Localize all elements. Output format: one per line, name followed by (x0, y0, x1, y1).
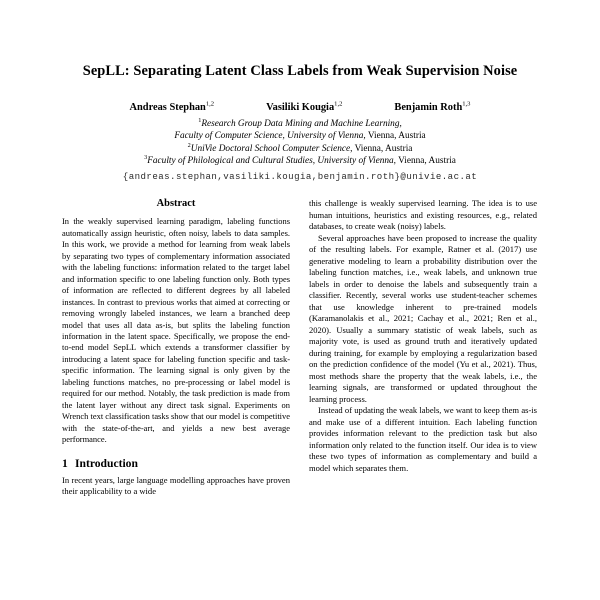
affiliation-line (62, 155, 538, 167)
section-number: 1 (62, 456, 68, 470)
affiliation-institute: UniVie Doctoral School Computer Science (190, 143, 351, 154)
author-affiliation-marks: 1,2 (205, 100, 215, 108)
left-column (62, 198, 290, 584)
author-emails: {andreas.stephan,vasiliki.kougia,benjamin.roth}@univie.ac.at (122, 171, 478, 183)
affiliation-mark: 3 (144, 153, 148, 161)
affiliation-mark: 1 (198, 116, 202, 124)
introduction-paragraph-1: In recent years, large language modelling approaches have proven their applicability to a wide (62, 474, 290, 496)
author-name: Benjamin Roth (394, 102, 463, 113)
author-entry (266, 102, 342, 113)
right-column (309, 198, 537, 584)
right-column-continuation: this challenge is weakly supervised learning. The idea is to use human intuitions, heuristics and existing resources, e.g., related databases, to create weak (noisy) labels. (309, 198, 537, 232)
abstract-section (62, 198, 290, 445)
author-affiliation-marks: 1,3 (462, 100, 471, 108)
affiliation-location: , Vienna, Austria (350, 143, 413, 154)
introduction-section (62, 457, 290, 498)
page-title: SepLL: Separating Latent Class Labels from Weak Supervision Noise (82, 63, 518, 79)
abstract-paragraph: In the weakly supervised learning paradigm, labeling functions automatically assign heuristic, often noisy, labels to data samples. In this work, we provide a method for learning from weak labels by separating two types of complementary information associated with the labeling functions: information related to the target label and information specific to one labeling function only. Both types of information are reflected to different degrees by all labeled instances. In contrast to previous works that aimed at correcting or removing wrongly labeled instances, we learn a branched deep model that uses all data as-is, but splits the labeling function information in the latent space. Specifically, we propose the end-to-end model SepLL which extends a transformer classifier by introducing a latent space for labeling function specific and task-specific information. The learning signal is only given by the labeling functions matches, no pre-processing or label model is required for our method. Notably, the task prediction is made from the latent layer without any direct task signal. Experiments on Wrench text classification tasks show that our model is competitive with the state-of-the-art, and yields a new best average performance. (62, 216, 290, 445)
author-name: Andreas Stephan (129, 102, 206, 113)
affiliation-location: Vienna, Austria (365, 131, 426, 142)
affiliation-list (62, 118, 538, 167)
affiliation-institute: Faculty of Computer Science, University of Vienna, (174, 131, 366, 142)
author-entry (130, 102, 215, 113)
section-title: Introduction (75, 456, 138, 470)
right-column-paragraph-3: Instead of updating the weak labels, we want to keep them as-is and make use of a different intuition. Each labeling function provides information relevant to the prediction task but also information only related to the function itself. Our idea is to view these two types of information as complementary and build a model which separates them. (309, 405, 537, 473)
affiliation-mark: 2 (187, 141, 191, 149)
affiliation-institute: Faculty of Philological and Cultural Studies, University of Vienna, (147, 156, 396, 167)
author-entry (394, 102, 470, 113)
two-column-body (62, 198, 538, 584)
author-name: Vasiliki Kougia (266, 102, 335, 113)
right-column-paragraph-2: Several approaches have been proposed to increase the quality of the resulting labels. For example, Ratner et al. (2017) use generative modeling to learn a probability distribution over the labeling function matches, i.e., weak labels, and unknown true labels in order to denoise the labels and subsequently train a classifier. Recently, several works use student-teacher schemes that use knowledge inherent to pre-trained models (Karamanolakis et al., 2021; Cachay et al., 2021; Ren et al., 2020). Usually a summary statistic of weak labels, such as majority vote, is used as ground truth and iteratively updated during training, for example by employing a regularization based on the prediction confidence of the model (Yu et al., 2021). Thus, most methods share the property that the weak labels, i.e., the learning signals, are transformed or updated throughout the learning process. (309, 232, 537, 404)
affiliation-line (62, 130, 538, 142)
affiliation-line (62, 118, 538, 130)
introduction-heading (62, 457, 290, 470)
affiliation-line (62, 143, 538, 155)
abstract-heading: Abstract (156, 198, 196, 210)
author-list (62, 102, 538, 113)
affiliation-institute: Research Group Data Mining and Machine Learning, (201, 119, 402, 129)
affiliation-location: Vienna, Austria (395, 156, 456, 167)
author-affiliation-marks: 1,2 (334, 100, 343, 108)
